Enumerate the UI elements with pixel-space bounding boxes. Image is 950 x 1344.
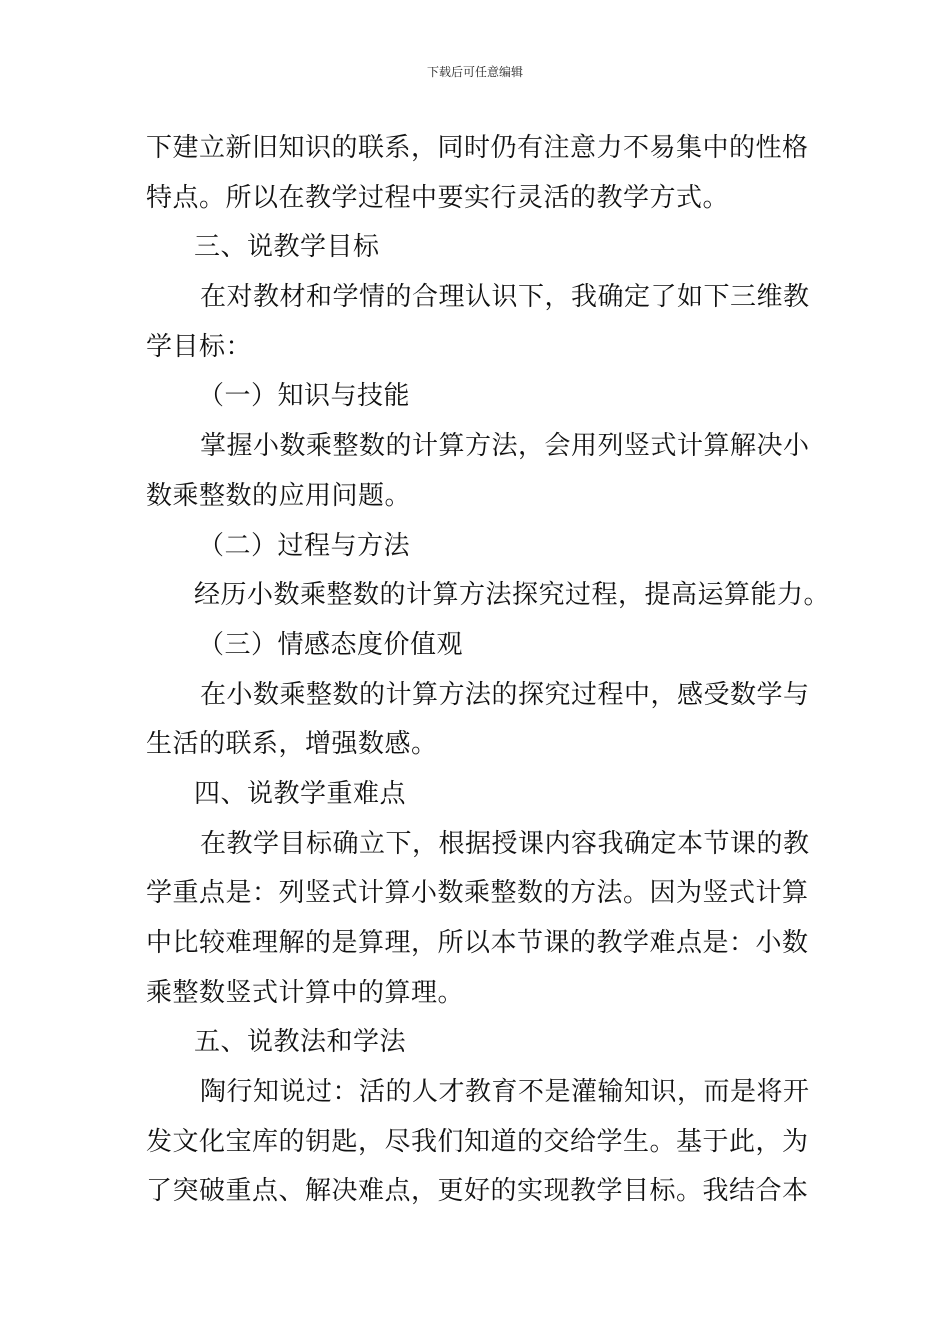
section-heading: 三、说教学目标 (194, 232, 380, 263)
text-line: 学重点是：列竖式计算小数乘整数的方法。因为竖式计算 (146, 878, 809, 909)
text-line: 经历小数乘整数的计算方法探究过程，提高运算能力。 (194, 580, 831, 611)
text-line: 数乘整数的应用问题。 (146, 480, 412, 511)
text-line: 发文化宝库的钥匙，尽我们知道的交给学生。基于此，为 (146, 1126, 809, 1157)
text-line: 生活的联系，增强数感。 (146, 729, 438, 760)
text-line: 在小数乘整数的计算方法的探究过程中，感受数学与 (200, 679, 810, 710)
text-line: 中比较难理解的是算理，所以本节课的教学难点是：小数 (146, 928, 809, 958)
section-heading: 五、说教法和学法 (194, 1027, 407, 1058)
text-line: 陶行知说过：活的人才教育不是灌输知识，而是将开 (200, 1077, 810, 1108)
text-line: 学目标： (146, 331, 253, 362)
text-line: 在教学目标确立下，根据授课内容我确定本节课的教 (200, 828, 810, 859)
text-line: 特点。所以在教学过程中要实行灵活的教学方式。 (146, 182, 730, 213)
text-line: 下建立新旧知识的联系，同时仍有注意力不易集中的性格 (146, 133, 809, 163)
subsection-heading: （一）知识与技能 (198, 381, 411, 412)
text-line: 在对教材和学情的合理认识下，我确定了如下三维教 (200, 282, 810, 313)
page-header: 下载后可任意编辑 (426, 65, 523, 79)
subsection-heading: （二）过程与方法 (198, 530, 411, 561)
text-line: 掌握小数乘整数的计算方法，会用列竖式计算解决小 (200, 431, 810, 462)
text-line: 乘整数竖式计算中的算理。 (146, 977, 465, 1008)
text-line: 了突破重点、解决难点，更好的实现教学目标。我结合本 (146, 1176, 809, 1207)
body-text (146, 124, 831, 1217)
section-heading: 四、说教学重难点 (194, 778, 407, 809)
subsection-heading: （三）情感态度价值观 (198, 629, 464, 660)
